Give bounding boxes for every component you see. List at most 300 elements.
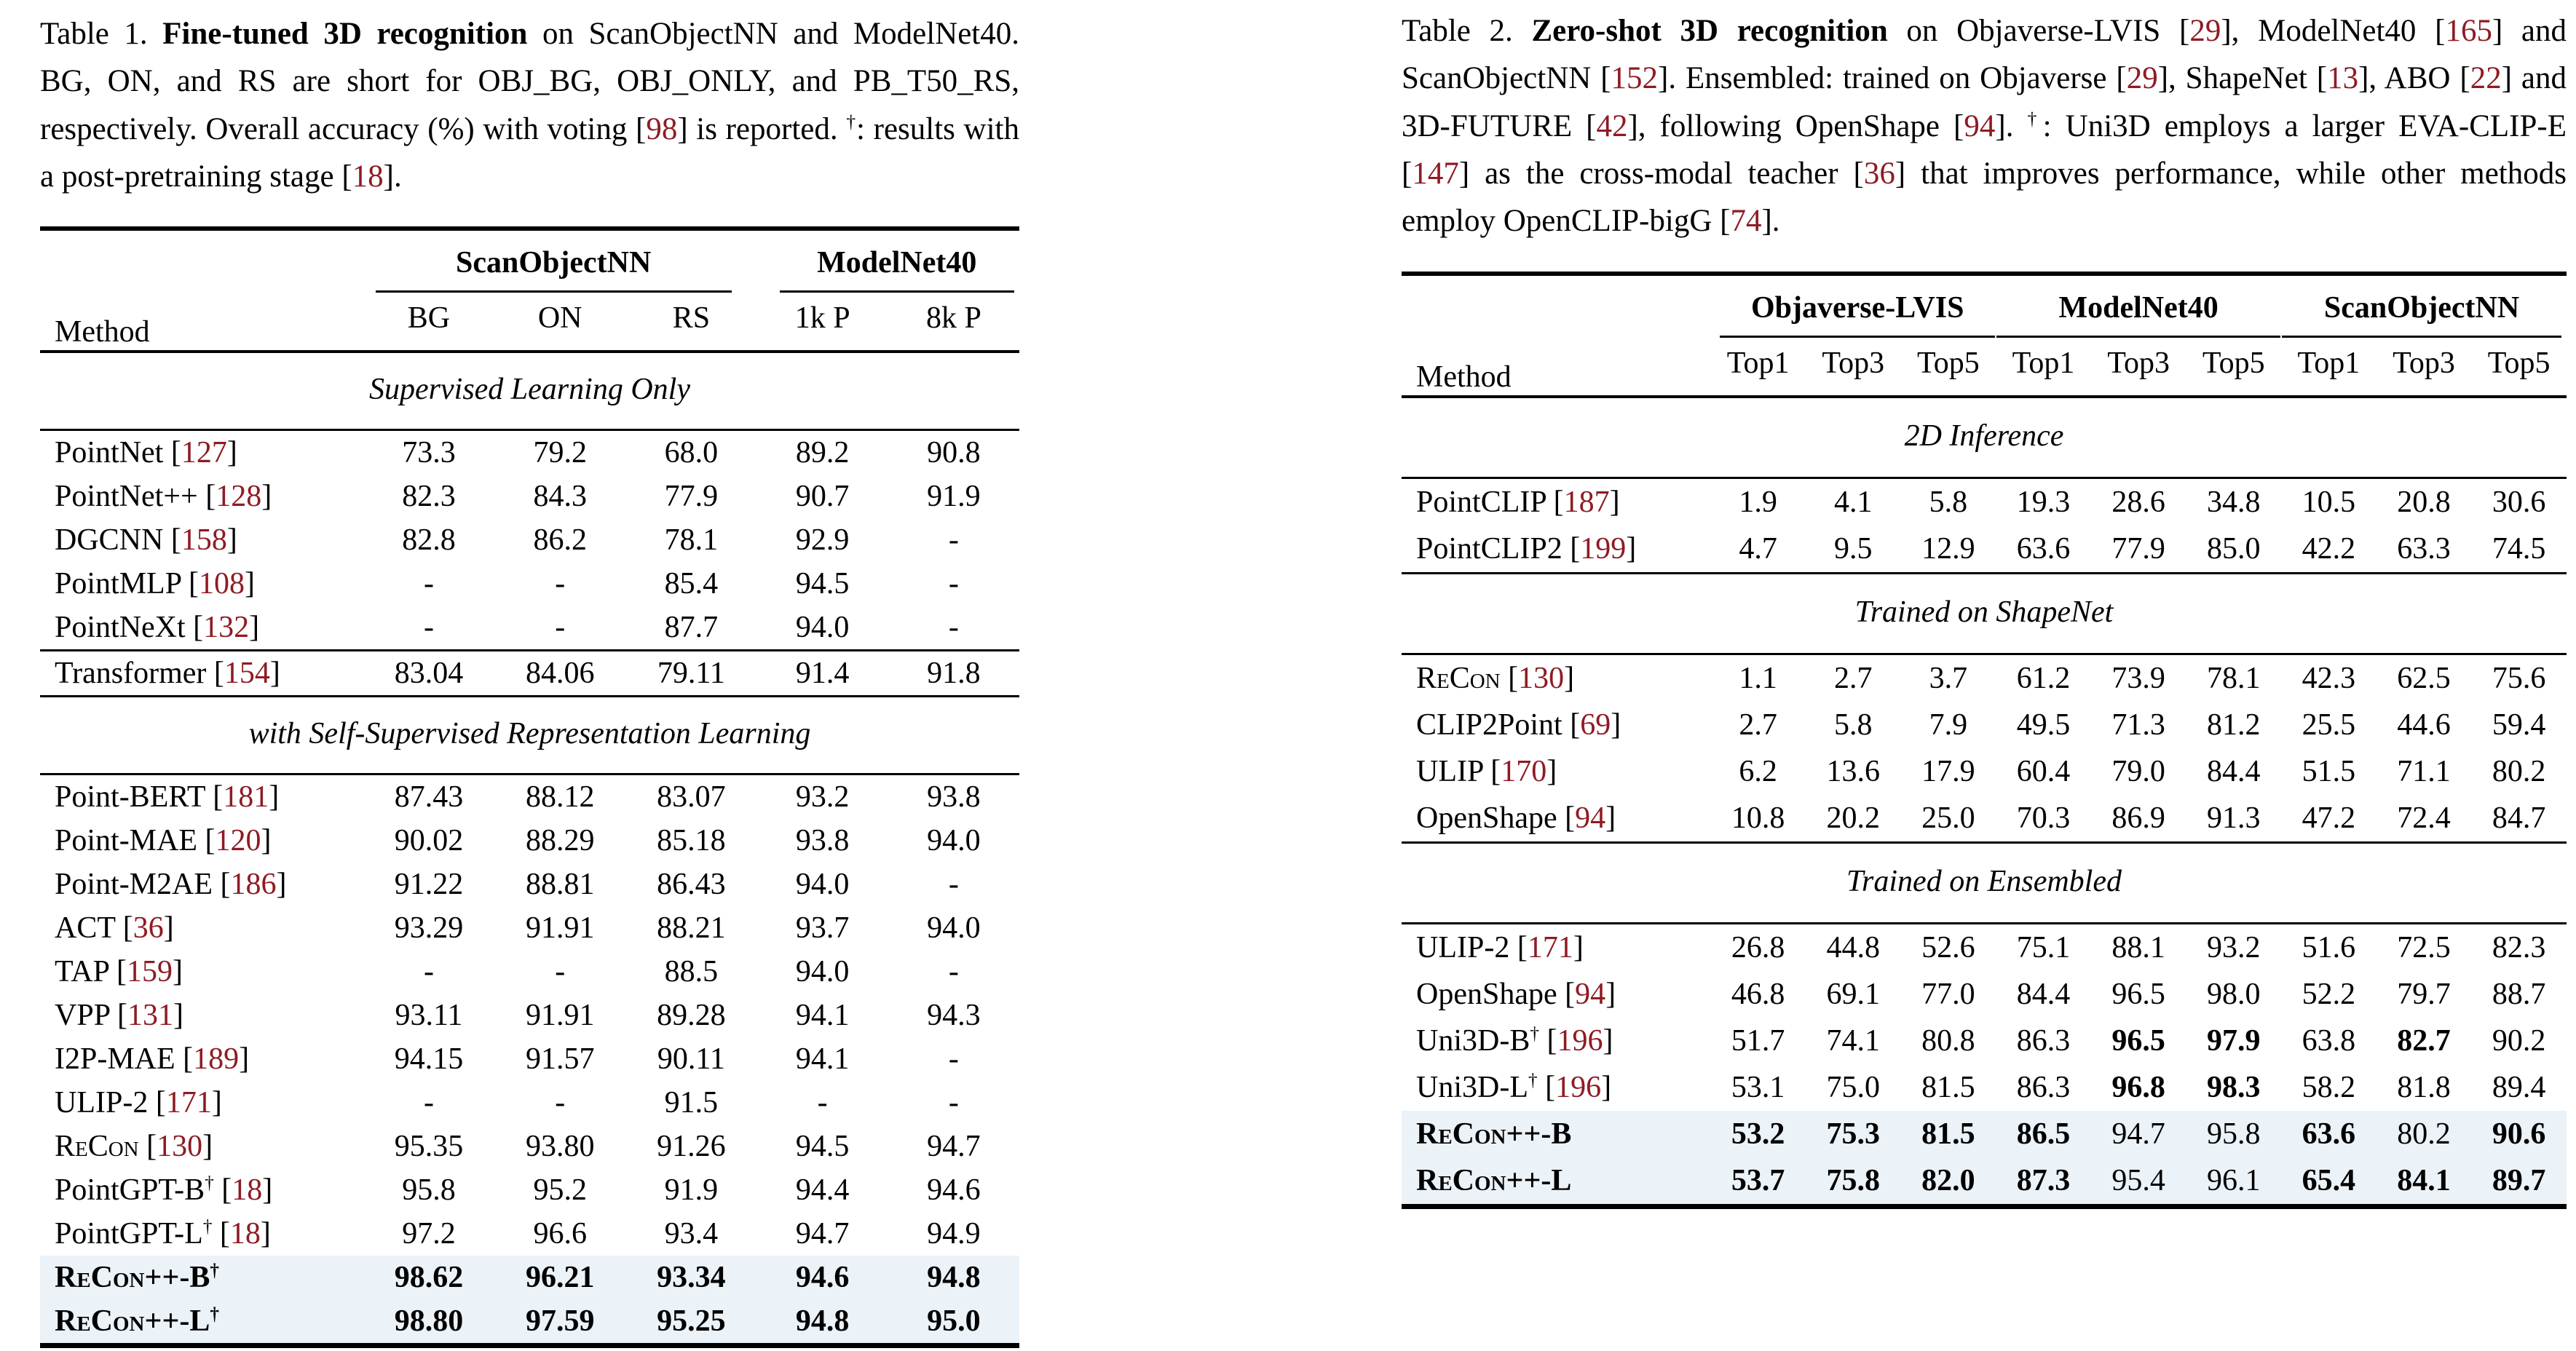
- table-row: [40, 774, 1019, 820]
- method-column-header: Method: [55, 315, 150, 349]
- caption-text: ] as the cross-modal teacher [: [1458, 157, 1864, 191]
- table-row: [1402, 526, 2567, 574]
- value-cell: 91.91: [525, 911, 595, 946]
- value-cell: 91.9: [664, 1173, 719, 1208]
- bracket: ]: [261, 480, 272, 514]
- bracket: ]: [260, 1217, 271, 1251]
- value-cell: 85.4: [664, 567, 719, 601]
- bracket: [: [221, 1173, 232, 1208]
- bracket: [: [146, 1130, 157, 1164]
- value-cell: 86.3: [2016, 1070, 2071, 1104]
- citation-ref[interactable]: 165: [2445, 14, 2492, 48]
- citation-ref[interactable]: 18: [232, 1173, 263, 1208]
- method-cell: [40, 994, 363, 1037]
- citation-ref[interactable]: 74: [1730, 204, 1762, 239]
- bracket: ]: [1605, 977, 1616, 1011]
- bracket: ]: [276, 868, 287, 902]
- table2-caption: [1402, 7, 2567, 245]
- bracket: ]: [211, 1086, 222, 1120]
- column-header: Top3: [1822, 346, 1885, 380]
- value-cell: 80.2: [2492, 754, 2546, 788]
- caption-text: ].: [1995, 108, 2028, 143]
- value-cell: 78.1: [664, 523, 719, 558]
- value-cell: 73.3: [402, 436, 456, 470]
- citation-ref[interactable]: 154: [224, 657, 270, 691]
- value-cell: 90.7: [795, 480, 850, 514]
- column-header: Top5: [2487, 346, 2551, 380]
- value-cell: 77.9: [2111, 531, 2165, 566]
- method-name: Point-BERT: [55, 780, 205, 815]
- value-cell: 75.1: [2016, 930, 2071, 964]
- section-title: with Self-Supervised Representation Learning: [248, 717, 811, 751]
- value-cell: 93.2: [795, 780, 850, 815]
- method-cell: [1402, 1111, 1710, 1157]
- table-row: [1402, 923, 2567, 971]
- citation-ref[interactable]: 42: [1596, 108, 1628, 143]
- column-header: Top1: [2012, 346, 2075, 380]
- value-cell: 28.6: [2111, 485, 2165, 519]
- value-cell: 94.6: [795, 1261, 850, 1295]
- value-cell: 61.2: [2016, 661, 2071, 695]
- value-cell: 17.9: [1921, 754, 1975, 788]
- value-cell: 62.5: [2397, 661, 2451, 695]
- group-header-label: ModelNet40: [780, 242, 1014, 293]
- table-row: [1402, 971, 2567, 1018]
- caption-text: Zero-shot 3D recognition: [1531, 14, 1888, 48]
- right-column: [1402, 0, 2567, 1209]
- citation-ref[interactable]: 131: [127, 999, 173, 1033]
- group-header: [757, 229, 1019, 293]
- value-cell: 98.80: [394, 1304, 464, 1339]
- table-row: [40, 1256, 1019, 1299]
- group-header-label: Objaverse-LVIS: [1720, 288, 1995, 338]
- value-cell: -: [817, 1086, 828, 1120]
- bracket: [: [1570, 531, 1581, 566]
- table-row: [40, 863, 1019, 906]
- section-title: Trained on ShapeNet: [1854, 595, 2114, 629]
- table-row: [1402, 1157, 2567, 1207]
- bracket: ]: [1601, 1070, 1612, 1104]
- value-cell: 63.6: [2016, 531, 2071, 566]
- citation-ref[interactable]: 130: [1518, 661, 1565, 695]
- bracket: [: [1565, 801, 1576, 835]
- method-cell: [40, 1168, 363, 1212]
- value-cell: 87.43: [394, 780, 464, 815]
- value-cell: 93.2: [2206, 930, 2261, 964]
- value-cell: 81.5: [1921, 1070, 1975, 1104]
- caption-text: ] that improves performance, while other methods employ OpenCLIP-bigG [: [1402, 157, 2567, 239]
- value-cell: 74.5: [2492, 531, 2546, 566]
- value-cell: 72.4: [2397, 801, 2451, 835]
- value-cell: 19.3: [2016, 485, 2071, 519]
- column-header: 8k P: [925, 301, 981, 336]
- value-cell: 88.7: [2492, 977, 2546, 1011]
- value-cell: 98.3: [2206, 1070, 2261, 1104]
- value-cell: 96.5: [2111, 977, 2165, 1011]
- bracket: [: [189, 567, 199, 601]
- method-cell: [1402, 923, 1710, 971]
- method-column-header: Method: [1416, 360, 1512, 394]
- table-row: [40, 1299, 1019, 1346]
- citation-ref[interactable]: 186: [230, 868, 277, 902]
- method-cell: [40, 1037, 363, 1081]
- citation-ref[interactable]: 69: [1580, 708, 1611, 742]
- table1-caption: [40, 10, 1019, 200]
- section-title-row: [1402, 842, 2567, 923]
- citation-ref[interactable]: 189: [193, 1042, 240, 1077]
- method-name: PointGPT-B†: [55, 1173, 214, 1208]
- section-title-cell: [1402, 842, 2567, 923]
- section-title-row: [40, 697, 1019, 774]
- column-header: 1k P: [794, 301, 850, 336]
- value-cell: 12.9: [1921, 531, 1975, 566]
- value-cell: 91.4: [795, 657, 850, 691]
- value-cell: 77.0: [1921, 977, 1975, 1011]
- bracket: [: [1546, 1023, 1557, 1058]
- value-cell: 89.4: [2492, 1070, 2546, 1104]
- column-header: Top5: [1916, 346, 1980, 380]
- value-cell: 75.8: [1826, 1163, 1880, 1197]
- value-cell: 86.9: [2111, 801, 2165, 835]
- value-cell: 95.2: [533, 1173, 587, 1208]
- value-cell: 53.2: [1731, 1117, 1785, 1151]
- citation-ref[interactable]: 120: [215, 824, 261, 858]
- value-cell: 82.8: [402, 523, 456, 558]
- column-header: RS: [672, 301, 711, 336]
- bracket: ]: [1564, 661, 1575, 695]
- method-cell: [1402, 526, 1710, 574]
- value-cell: -: [555, 955, 566, 989]
- citation-ref[interactable]: 94: [1575, 977, 1606, 1011]
- method-name: OpenShape: [1416, 801, 1557, 835]
- citation-ref[interactable]: 98: [646, 111, 678, 146]
- citation-ref[interactable]: 29: [2189, 14, 2221, 48]
- value-cell: 85.18: [657, 824, 726, 858]
- value-cell: 63.3: [2397, 531, 2451, 566]
- section-title-cell: [40, 352, 1019, 430]
- value-cell: 84.06: [525, 657, 595, 691]
- bracket: ]: [1603, 1023, 1613, 1058]
- value-cell: 59.4: [2492, 708, 2546, 742]
- value-cell: 86.2: [533, 523, 587, 558]
- citation-ref[interactable]: 170: [1501, 754, 1547, 788]
- method-cell: [40, 1081, 363, 1125]
- value-cell: 94.0: [795, 955, 850, 989]
- citation-ref[interactable]: 127: [181, 436, 227, 470]
- value-cell: 96.5: [2111, 1023, 2165, 1058]
- value-cell: 91.22: [394, 868, 464, 902]
- table-row: [1402, 748, 2567, 795]
- caption-text: ], ModelNet40 [: [2221, 14, 2446, 48]
- section-title-cell: [1402, 573, 2567, 654]
- section-title-cell: [1402, 397, 2567, 478]
- table-row: [40, 430, 1019, 475]
- method-name: Uni3D-B†: [1416, 1023, 1539, 1058]
- bracket: ]: [226, 523, 237, 558]
- value-cell: 94.6: [927, 1173, 981, 1208]
- citation-ref[interactable]: 94: [1964, 108, 1996, 143]
- value-cell: 91.8: [927, 657, 981, 691]
- caption-text: Fine-tuned 3D recognition: [162, 17, 528, 51]
- value-cell: 52.2: [2302, 977, 2356, 1011]
- value-cell: 79.11: [657, 657, 725, 691]
- bracket: ]: [172, 955, 183, 989]
- value-cell: -: [948, 567, 959, 601]
- value-cell: 20.2: [1826, 801, 1880, 835]
- citation-ref[interactable]: 18: [229, 1217, 261, 1251]
- citation-ref[interactable]: 22: [2470, 61, 2502, 96]
- citation-ref[interactable]: 199: [1580, 531, 1627, 566]
- citation-ref[interactable]: 36: [133, 911, 164, 946]
- value-cell: 94.3: [927, 999, 981, 1033]
- method-name: Point-MAE: [55, 824, 198, 858]
- caption-text: ].: [1761, 204, 1780, 239]
- value-cell: 91.57: [525, 1042, 595, 1077]
- bracket: ]: [245, 567, 255, 601]
- value-cell: 20.8: [2397, 485, 2451, 519]
- value-cell: 95.8: [402, 1173, 456, 1208]
- citation-ref[interactable]: 171: [165, 1086, 212, 1120]
- bracket: [: [122, 911, 133, 946]
- dagger-mark: †: [846, 111, 857, 132]
- value-cell: 80.2: [2397, 1117, 2451, 1151]
- value-cell: 97.59: [525, 1304, 595, 1339]
- section-title-row: [40, 352, 1019, 430]
- value-cell: 13.6: [1826, 754, 1880, 788]
- bracket: ]: [1609, 485, 1620, 519]
- method-cell: [40, 863, 363, 906]
- citation-ref[interactable]: 159: [126, 955, 173, 989]
- value-cell: 88.21: [657, 911, 726, 946]
- bracket: [: [1553, 485, 1564, 519]
- bracket: ]: [1573, 930, 1584, 964]
- value-cell: 71.1: [2397, 754, 2451, 788]
- method-cell: [1402, 702, 1710, 748]
- method-cell: [1402, 1157, 1710, 1207]
- value-cell: 94.1: [795, 999, 850, 1033]
- value-cell: 86.3: [2016, 1023, 2071, 1058]
- table-row: [1402, 654, 2567, 702]
- value-cell: 30.6: [2492, 485, 2546, 519]
- table-row: [1402, 1111, 2567, 1157]
- value-cell: 93.29: [394, 911, 464, 946]
- value-cell: 87.7: [664, 611, 719, 645]
- citation-ref[interactable]: 147: [1412, 157, 1459, 191]
- value-cell: 34.8: [2206, 485, 2261, 519]
- value-cell: 92.9: [795, 523, 850, 558]
- table-row: [40, 1168, 1019, 1212]
- value-cell: 93.11: [395, 999, 463, 1033]
- method-cell: [40, 819, 363, 863]
- table-row: [40, 606, 1019, 651]
- value-cell: 52.6: [1921, 930, 1975, 964]
- value-cell: 65.4: [2302, 1163, 2356, 1197]
- value-cell: 94.0: [795, 611, 850, 645]
- value-cell: 82.7: [2397, 1023, 2451, 1058]
- table-row: [40, 1212, 1019, 1256]
- value-cell: 81.5: [1921, 1117, 1975, 1151]
- value-cell: 26.8: [1731, 930, 1785, 964]
- value-cell: 72.5: [2397, 930, 2451, 964]
- bracket: ]: [249, 611, 260, 645]
- citation-ref[interactable]: 130: [157, 1130, 203, 1164]
- value-cell: 96.8: [2111, 1070, 2165, 1104]
- value-cell: 47.2: [2302, 801, 2356, 835]
- method-cell: [40, 562, 363, 606]
- value-cell: 96.21: [525, 1261, 595, 1295]
- fine-tuned-3d-recognition-table: [40, 226, 1019, 1348]
- citation-ref[interactable]: 108: [199, 567, 245, 601]
- table-row: [40, 819, 1019, 863]
- citation-ref[interactable]: 152: [1611, 61, 1659, 96]
- bracket: [: [1545, 1070, 1556, 1104]
- bracket: ]: [226, 436, 237, 470]
- dagger-superscript: †: [210, 1261, 219, 1281]
- citation-ref[interactable]: 29: [2126, 61, 2158, 96]
- method-name: Transformer: [55, 657, 207, 691]
- method-cell: [40, 651, 363, 697]
- citation-ref[interactable]: 187: [1563, 485, 1610, 519]
- method-cell: [40, 1212, 363, 1256]
- citation-ref[interactable]: 196: [1557, 1023, 1603, 1058]
- value-cell: 86.5: [2016, 1117, 2071, 1151]
- citation-ref[interactable]: 94: [1575, 801, 1606, 835]
- table-row: [1402, 1064, 2567, 1111]
- value-cell: -: [555, 1086, 566, 1120]
- value-cell: 94.8: [795, 1304, 850, 1339]
- caption-text: ], ABO [: [2358, 61, 2470, 96]
- value-cell: 44.8: [1826, 930, 1880, 964]
- citation-ref[interactable]: 13: [2327, 61, 2359, 96]
- column-header: Top5: [2202, 346, 2265, 380]
- value-cell: 91.26: [657, 1130, 726, 1164]
- zero-shot-3d-recognition-table: [1402, 272, 2567, 1209]
- value-cell: 75.6: [2492, 661, 2546, 695]
- caption-text: Table 1.: [40, 17, 163, 51]
- method-name: ReCon++-L: [1416, 1163, 1572, 1197]
- method-name: ULIP-2: [55, 1086, 149, 1120]
- method-name: CLIP2Point: [1416, 708, 1562, 742]
- method-cell: [40, 774, 363, 820]
- value-cell: 98.62: [394, 1261, 464, 1295]
- citation-ref[interactable]: 132: [203, 611, 250, 645]
- value-cell: 79.7: [2397, 977, 2451, 1011]
- value-cell: 97.9: [2206, 1023, 2261, 1058]
- value-cell: 60.4: [2016, 754, 2071, 788]
- value-cell: 89.28: [657, 999, 726, 1033]
- value-cell: 90.8: [927, 436, 981, 470]
- citation-ref[interactable]: 128: [216, 480, 262, 514]
- value-cell: 95.8: [2206, 1117, 2261, 1151]
- bracket: [: [170, 436, 181, 470]
- method-name: Uni3D-L†: [1416, 1070, 1538, 1104]
- method-cell: [40, 606, 363, 651]
- value-cell: 93.4: [664, 1217, 719, 1251]
- table-row: [40, 1037, 1019, 1081]
- value-cell: 68.0: [664, 436, 719, 470]
- value-cell: 94.0: [927, 824, 981, 858]
- method-name: PointMLP: [55, 567, 181, 601]
- table-row: [40, 906, 1019, 950]
- value-cell: 84.1: [2397, 1163, 2451, 1197]
- value-cell: 10.5: [2302, 485, 2356, 519]
- value-cell: 53.1: [1731, 1070, 1785, 1104]
- citation-ref[interactable]: 36: [1863, 157, 1895, 191]
- value-cell: 89.2: [795, 436, 850, 470]
- value-cell: 1.9: [1739, 485, 1777, 519]
- citation-ref[interactable]: 196: [1555, 1070, 1602, 1104]
- table-row: [40, 651, 1019, 697]
- bracket: ]: [1546, 754, 1557, 788]
- caption-text: ] and 3D-FUTURE [: [1402, 61, 2567, 143]
- caption-text: ].: [383, 159, 402, 194]
- bracket: [: [1508, 661, 1519, 695]
- value-cell: 71.3: [2111, 708, 2165, 742]
- group-header-label: ModelNet40: [1996, 288, 2280, 338]
- method-name: PointCLIP2: [1416, 531, 1562, 566]
- value-cell: 82.0: [1921, 1163, 1975, 1197]
- value-cell: 83.04: [394, 657, 464, 691]
- bracket: ]: [269, 657, 280, 691]
- caption-text: ], following OpenShape [: [1627, 108, 1964, 143]
- bracket: ]: [1626, 531, 1637, 566]
- table-row: [1402, 795, 2567, 843]
- method-name: ReCon: [1416, 661, 1501, 695]
- table-row: [40, 1125, 1019, 1168]
- method-cell: [40, 906, 363, 950]
- method-name: DGCNN: [55, 523, 164, 558]
- method-cell: [1402, 1064, 1710, 1111]
- column-header: Top1: [2297, 346, 2360, 380]
- value-cell: 88.1: [2111, 930, 2165, 964]
- caption-text: ]. Ensembled: trained on Objaverse [: [1658, 61, 2127, 96]
- bracket: ]: [261, 824, 272, 858]
- caption-text: Table 2.: [1402, 14, 1532, 48]
- citation-ref[interactable]: 158: [181, 523, 227, 558]
- value-cell: 58.2: [2302, 1070, 2356, 1104]
- table-row: [40, 562, 1019, 606]
- value-cell: 90.6: [2492, 1117, 2546, 1151]
- bracket: [: [183, 1042, 194, 1077]
- value-cell: -: [948, 611, 959, 645]
- bracket: [: [220, 868, 231, 902]
- value-cell: 78.1: [2206, 661, 2261, 695]
- dagger-superscript: †: [1528, 1070, 1538, 1090]
- value-cell: 94.5: [795, 1130, 850, 1164]
- value-cell: -: [948, 1042, 959, 1077]
- value-cell: 93.8: [927, 780, 981, 815]
- method-cell: [40, 475, 363, 518]
- value-cell: 88.5: [664, 955, 719, 989]
- value-cell: 91.5: [664, 1086, 719, 1120]
- bracket: [: [116, 955, 127, 989]
- value-cell: 84.7: [2492, 801, 2546, 835]
- table-row: [40, 518, 1019, 562]
- citation-ref[interactable]: 171: [1527, 930, 1573, 964]
- dagger-superscript: †: [210, 1304, 219, 1325]
- method-cell: [1402, 795, 1710, 843]
- citation-ref[interactable]: 181: [223, 780, 269, 815]
- value-cell: 94.0: [795, 868, 850, 902]
- group-header: [1710, 274, 1996, 338]
- value-cell: 79.2: [533, 436, 587, 470]
- group-header-label: ScanObjectNN: [376, 242, 732, 293]
- value-cell: 97.2: [402, 1217, 456, 1251]
- citation-ref[interactable]: 18: [352, 159, 384, 194]
- value-cell: 25.0: [1921, 801, 1975, 835]
- caption-text: ] is reported.: [677, 111, 847, 146]
- bracket: [: [213, 780, 224, 815]
